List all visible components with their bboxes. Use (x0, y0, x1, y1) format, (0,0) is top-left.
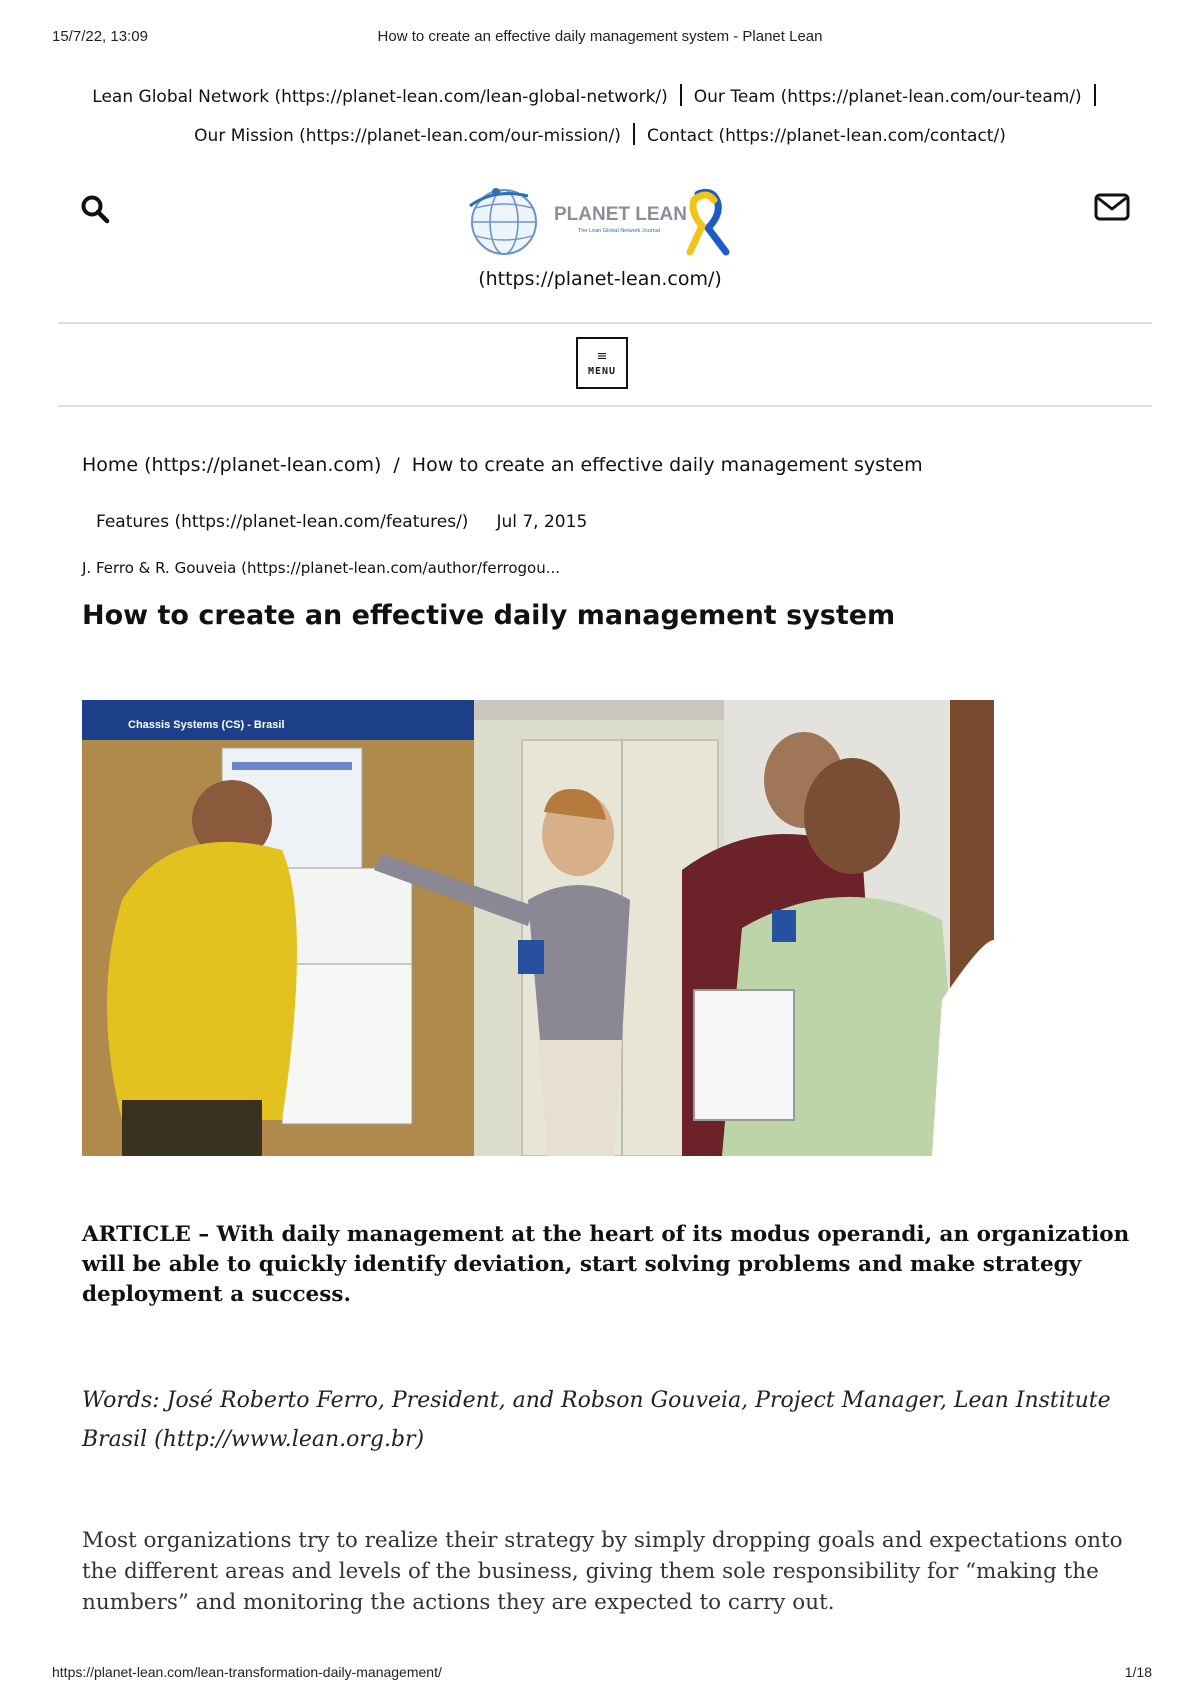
ribbon-icon (690, 192, 726, 252)
logo-text: PLANET LEAN (554, 204, 687, 225)
print-footer (0, 1664, 1200, 1684)
article-title: How to create an effective daily management system (82, 600, 896, 631)
print-url: https://planet-lean.com/lean-transformation-daily-management/ (52, 1664, 442, 1680)
logo-tagline: The Lean Global Network Journal (578, 228, 660, 234)
divider (58, 322, 1152, 324)
print-page-number: 1/18 (1124, 1664, 1152, 1680)
nav-separator (680, 84, 682, 106)
article-paragraph: Most organizations try to realize their strategy by simply dropping goals and expectations onto the different areas and levels of the business, giving them sole responsibility for “making the numbers” and monitoring the actions they are expected to carry out. (82, 1528, 1123, 1615)
logo-url[interactable]: (https://planet-lean.com/) (478, 268, 722, 290)
globe-icon (470, 188, 536, 254)
category-link[interactable]: Features (https://planet-lean.com/features/) (96, 512, 469, 532)
planet-lean-logo[interactable] (468, 186, 748, 258)
print-page-title: How to create an effective daily management system - Planet Lean (377, 28, 823, 45)
breadcrumb-separator: / (393, 454, 400, 476)
article-hero-image (82, 700, 994, 1156)
article-byline: Words: José Roberto Ferro, President, and Robson Gouveia, Project Manager, Lean Institute Brasil (http://www.lean.org.br) (82, 1388, 1111, 1452)
menu-button[interactable] (576, 337, 628, 389)
nav-link-lean-global-network[interactable]: Lean Global Network (https://planet-lean.com/lean-global-network/) (92, 87, 668, 107)
print-header (0, 28, 1200, 48)
nav-link-our-team[interactable]: Our Team (https://planet-lean.com/our-team/) (693, 87, 1082, 107)
post-date: Jul 7, 2015 (496, 512, 588, 532)
author-link[interactable]: J. Ferro & R. Gouveia (https://planet-lean.com/author/ferrogou... (82, 559, 561, 577)
photo-board-label: Chassis Systems (CS) - Brasil (128, 719, 285, 731)
top-nav (60, 78, 1140, 156)
post-meta (96, 512, 587, 532)
divider (58, 405, 1152, 407)
nav-separator (1094, 84, 1096, 106)
nav-link-our-mission[interactable]: Our Mission (https://planet-lean.com/our-mission/) (194, 126, 621, 146)
search-icon[interactable] (80, 194, 110, 224)
nav-link-contact[interactable]: Contact (https://planet-lean.com/contact/) (646, 126, 1006, 146)
breadcrumb-home[interactable]: Home (https://planet-lean.com) (82, 454, 382, 476)
breadcrumb-current: How to create an effective daily management system (411, 454, 923, 476)
mail-icon[interactable] (1094, 192, 1130, 222)
hamburger-icon: ≡ (596, 349, 608, 364)
menu-label: MENU (587, 366, 617, 377)
article-lead: ARTICLE – With daily management at the heart of its modus operandi, an organization will be able to quickly identify deviation, start solving problems and make strategy deployment a success. (82, 1222, 1130, 1307)
nav-separator (633, 123, 635, 145)
breadcrumb (82, 454, 923, 476)
print-timestamp: 15/7/22, 13:09 (52, 28, 148, 45)
